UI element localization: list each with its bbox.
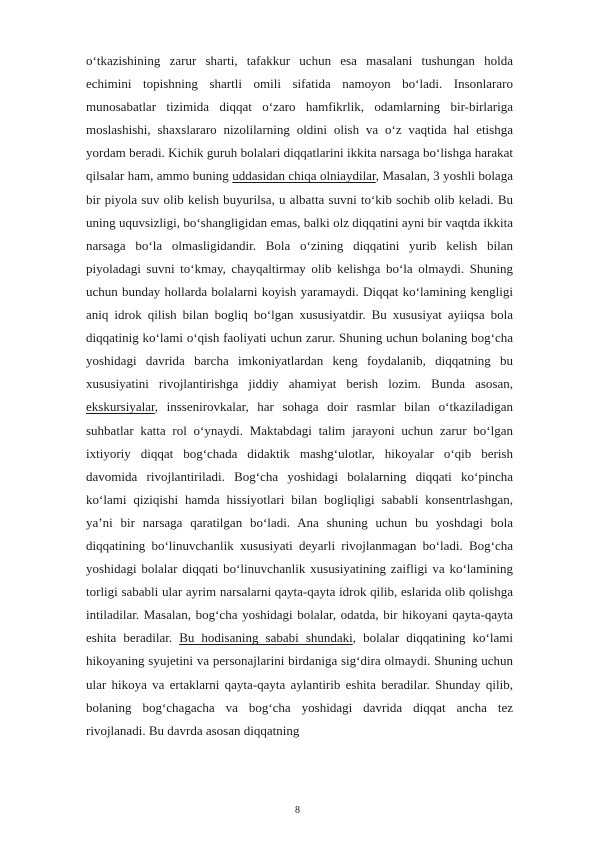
- link-uddasidan-chiqa[interactable]: uddasidan chiqa olniaydilar: [232, 168, 376, 184]
- text-segment-1: o‘tkazishining zarur sharti, tafakkur uchun esa masalani tushungan holda echimini topishning shartli omili sifatida namoyon bo‘ladi. Insonlararo munosabatlar tizimida diqqat o‘zaro hamfikrlik, odamlarning bir-birlariga moslashishi, shaxslararo nizolilarning oldini olish va o‘z vaqtida hal etishga yordam beradi. Kichik guruh bolalari diqqatlarini ikkita narsaga bo‘lishga harakat qilsalar ham, ammo buning: [86, 53, 513, 184]
- page-number: 8: [295, 805, 300, 816]
- body-paragraph: [86, 49, 513, 742]
- text-segment-3: , inssenirovkalar, har sohaga doir rasmlar bilan o‘tkaziladigan suhbatlar katta rol o‘ynaydi. Maktabdagi talim jarayoni uchun zarur bo‘lgan ixtiyoriy diqqat bog‘chada didaktik mashg‘ulotlar, hikoyalar o‘qib berish davomida rivojlantiriladi. Bog‘cha yoshidagi bolalarning diqqati ko‘pincha ko‘lami qiziqishi hamda hissiyotlari bilan bogliqligi sababli konsentrlashgan, ya’ni bir narsaga qaratilgan bo‘ladi. Ana shuning uchun bu yoshdagi bola diqqatining bo‘linuvchanlik xususiyati deyarli rivojlanmagan bo‘ladi. Bog‘cha yoshidagi bolalar diqqati bo‘linuvchanlik xususiyatining zaifligi va ko‘lamining torligi sababli ular ayrim narsalarni qayta-qayta idrok qilib, eslarida olib qolishga intiladilar. Masalan, bog‘cha yoshidagi bolalar, odatda, bir hikoyani qayta-qayta eshita beradilar.: [86, 399, 513, 646]
- link-bu-hodisaning-sababi[interactable]: Bu hodisaning sababi shundaki: [179, 630, 353, 646]
- text-segment-2: , Masalan, 3 yoshli bolaga bir piyola suv olib kelish buyurilsa, u albatta suvni to‘kib sochib olib keladi. Bu uning uquvsizligi, bo‘shangligidan emas, balki olz diqqatini ayni bir vaqtda ikkita narsaga bo‘la olmasligidandir. Bola o‘zining diqqatini yurib kelish bilan piyoladagi suvni to‘kmay, chayqaltirmay olib kelishga bo‘la olmaydi. Shuning uchun bunday hollarda bolalarni koyish yaramaydi. Diqqat ko‘lamining kengligi aniq idrok qilish bilan bogliq bo‘lgan xususiyatdir. Bu xususiyat ayiiqsa bola diqqatinig ko‘lami o‘qish faoliyati uchun zarur. Shuning uchun bolaning bog‘cha yoshidagi davrida barcha imkoniyatlardan keng foydalanib, diqqatning bu xususiyatini rivojlantirishga jiddiy ahamiyat berish lozim. Bunda asosan,: [86, 168, 513, 392]
- document-page: [86, 49, 513, 742]
- text-segment-4: , bolalar diqqatining ko‘lami hikoyaning syujetini va personajlarini birdaniga sig‘dira olmaydi. Shuning uchun ular hikoya va ertaklarni qayta-qayta aylantirib eshita beradilar. Shunday qilib, bolaning bog‘chagacha va bog‘cha yoshidagi davrida diqqat ancha tez rivojlanadi. Bu davrda asosan diqqatning: [86, 630, 513, 738]
- link-ekskursiyalar[interactable]: ekskursiyalar: [86, 399, 155, 415]
